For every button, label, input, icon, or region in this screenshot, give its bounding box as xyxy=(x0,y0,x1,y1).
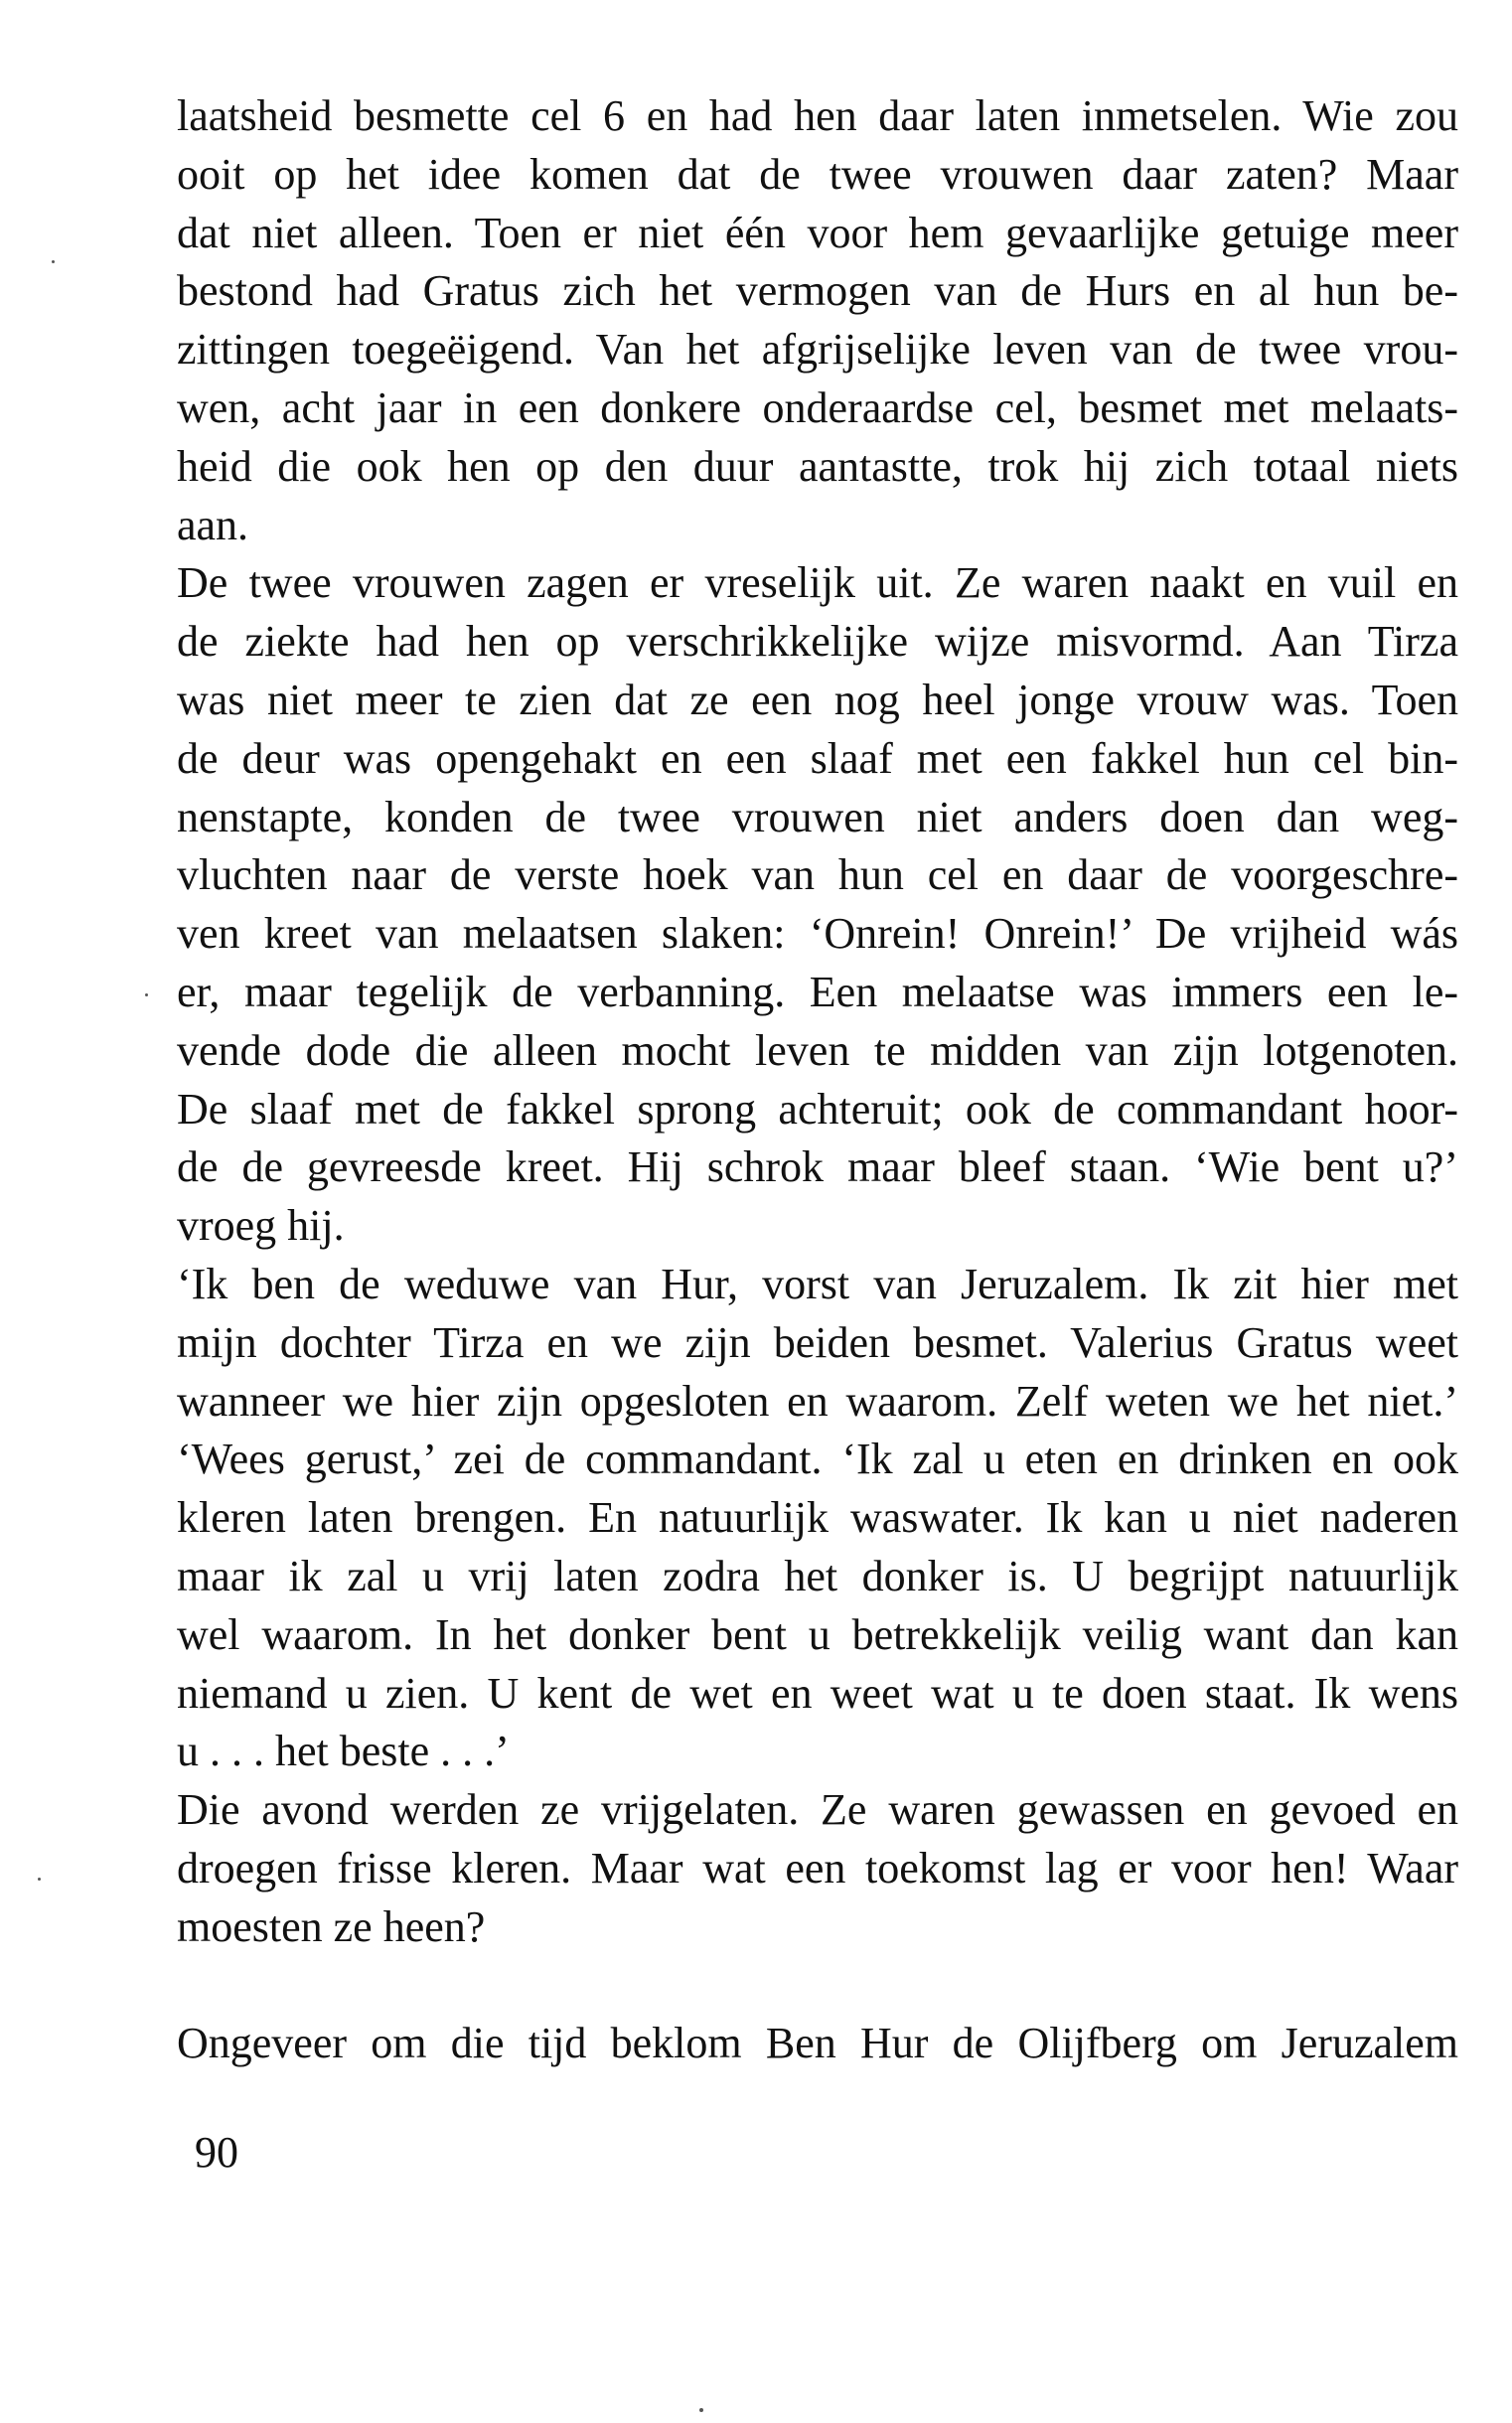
text-line: de ziekte had hen op verschrikkelijke wijze misvormd. Aan Tirza xyxy=(177,617,1458,667)
text-line: zittingen toegeëigend. Van het afgrijselijke leven van de twee vrou- xyxy=(177,325,1458,375)
paragraph-gap xyxy=(177,1957,1458,2016)
text-line: wen, acht jaar in een donkere onderaardse cel, besmet met melaats- xyxy=(177,382,1458,432)
text-line: heid die ook hen op den duur aantastte, trok hij zich totaal niets xyxy=(177,441,1458,491)
text-line: vluchten naar de verste hoek van hun cel en daar de voorgeschre- xyxy=(177,850,1458,900)
text-line: wanneer we hier zijn opgesloten en waarom. Zelf weten we het niet.’ xyxy=(177,1376,1458,1426)
scan-speck xyxy=(52,260,55,263)
text-line: laatsheid besmette cel 6 en had hen daar laten inmetselen. Wie zou xyxy=(177,91,1458,140)
body-text xyxy=(177,87,1458,2073)
text-line: niemand u zien. U kent de wet en weet wat u te doen staat. Ik wens xyxy=(177,1668,1458,1718)
text-line: ‘Ik ben de weduwe van Hur, vorst van Jeruzalem. Ik zit hier met xyxy=(177,1259,1458,1308)
text-line: aan. xyxy=(177,500,249,549)
text-line: Die avond werden ze vrijgelaten. Ze waren gewassen en gevoed en xyxy=(177,1785,1458,1835)
text-line: De slaaf met de fakkel sprong achteruit; ook de commandant hoor- xyxy=(177,1084,1458,1134)
text-line: mijn dochter Tirza en we zijn beiden besmet. Valerius Gratus weet xyxy=(177,1317,1458,1367)
text-line: kleren laten brengen. En natuurlijk waswater. Ik kan u niet naderen xyxy=(177,1493,1458,1543)
text-line: Ongeveer om die tijd beklom Ben Hur de Olijfberg om Jeruzalem xyxy=(177,2019,1458,2068)
text-line: maar ik zal u vrij laten zodra het donker is. U begrijpt natuurlijk xyxy=(177,1551,1458,1600)
text-line: ven kreet van melaatsen slaken: ‘Onrein! Onrein!’ De vrijheid wás xyxy=(177,909,1458,959)
text-line: vende dode die alleen mocht leven te midden van zijn lotgenoten. xyxy=(177,1025,1458,1075)
scan-speck xyxy=(145,993,148,996)
text-line: ooit op het idee komen dat de twee vrouwen daar zaten? Maar xyxy=(177,149,1458,199)
text-line: vroeg hij. xyxy=(177,1201,345,1251)
text-line: u . . . het beste . . .’ xyxy=(177,1727,510,1776)
scan-speck xyxy=(699,2408,703,2412)
page-number: 90 xyxy=(195,2128,238,2177)
scan-speck xyxy=(38,1878,41,1881)
text-line: de deur was opengehakt en een slaaf met een fakkel hun cel bin- xyxy=(177,733,1458,783)
text-line: dat niet alleen. Toen er niet één voor hem gevaarlijke getuige meer xyxy=(177,208,1458,257)
text-line: nenstapte, konden de twee vrouwen niet anders doen dan weg- xyxy=(177,792,1458,841)
text-line: de de gevreesde kreet. Hij schrok maar bleef staan. ‘Wie bent u?’ xyxy=(177,1142,1458,1192)
text-line: ‘Wees gerust,’ zei de commandant. ‘Ik zal u eten en drinken en ook xyxy=(177,1435,1458,1484)
text-line: moesten ze heen? xyxy=(177,1901,486,1951)
text-line: was niet meer te zien dat ze een nog heel jonge vrouw was. Toen xyxy=(177,675,1458,724)
text-line: er, maar tegelijk de verbanning. Een melaatse was immers een le- xyxy=(177,967,1458,1016)
text-line: De twee vrouwen zagen er vreselijk uit. Ze waren naakt en vuil en xyxy=(177,558,1458,608)
text-line: bestond had Gratus zich het vermogen van de Hurs en al hun be- xyxy=(177,266,1458,316)
text-line: droegen frisse kleren. Maar wat een toekomst lag er voor hen! Waar xyxy=(177,1843,1458,1893)
text-line: wel waarom. In het donker bent u betrekkelijk veilig want dan kan xyxy=(177,1609,1458,1659)
